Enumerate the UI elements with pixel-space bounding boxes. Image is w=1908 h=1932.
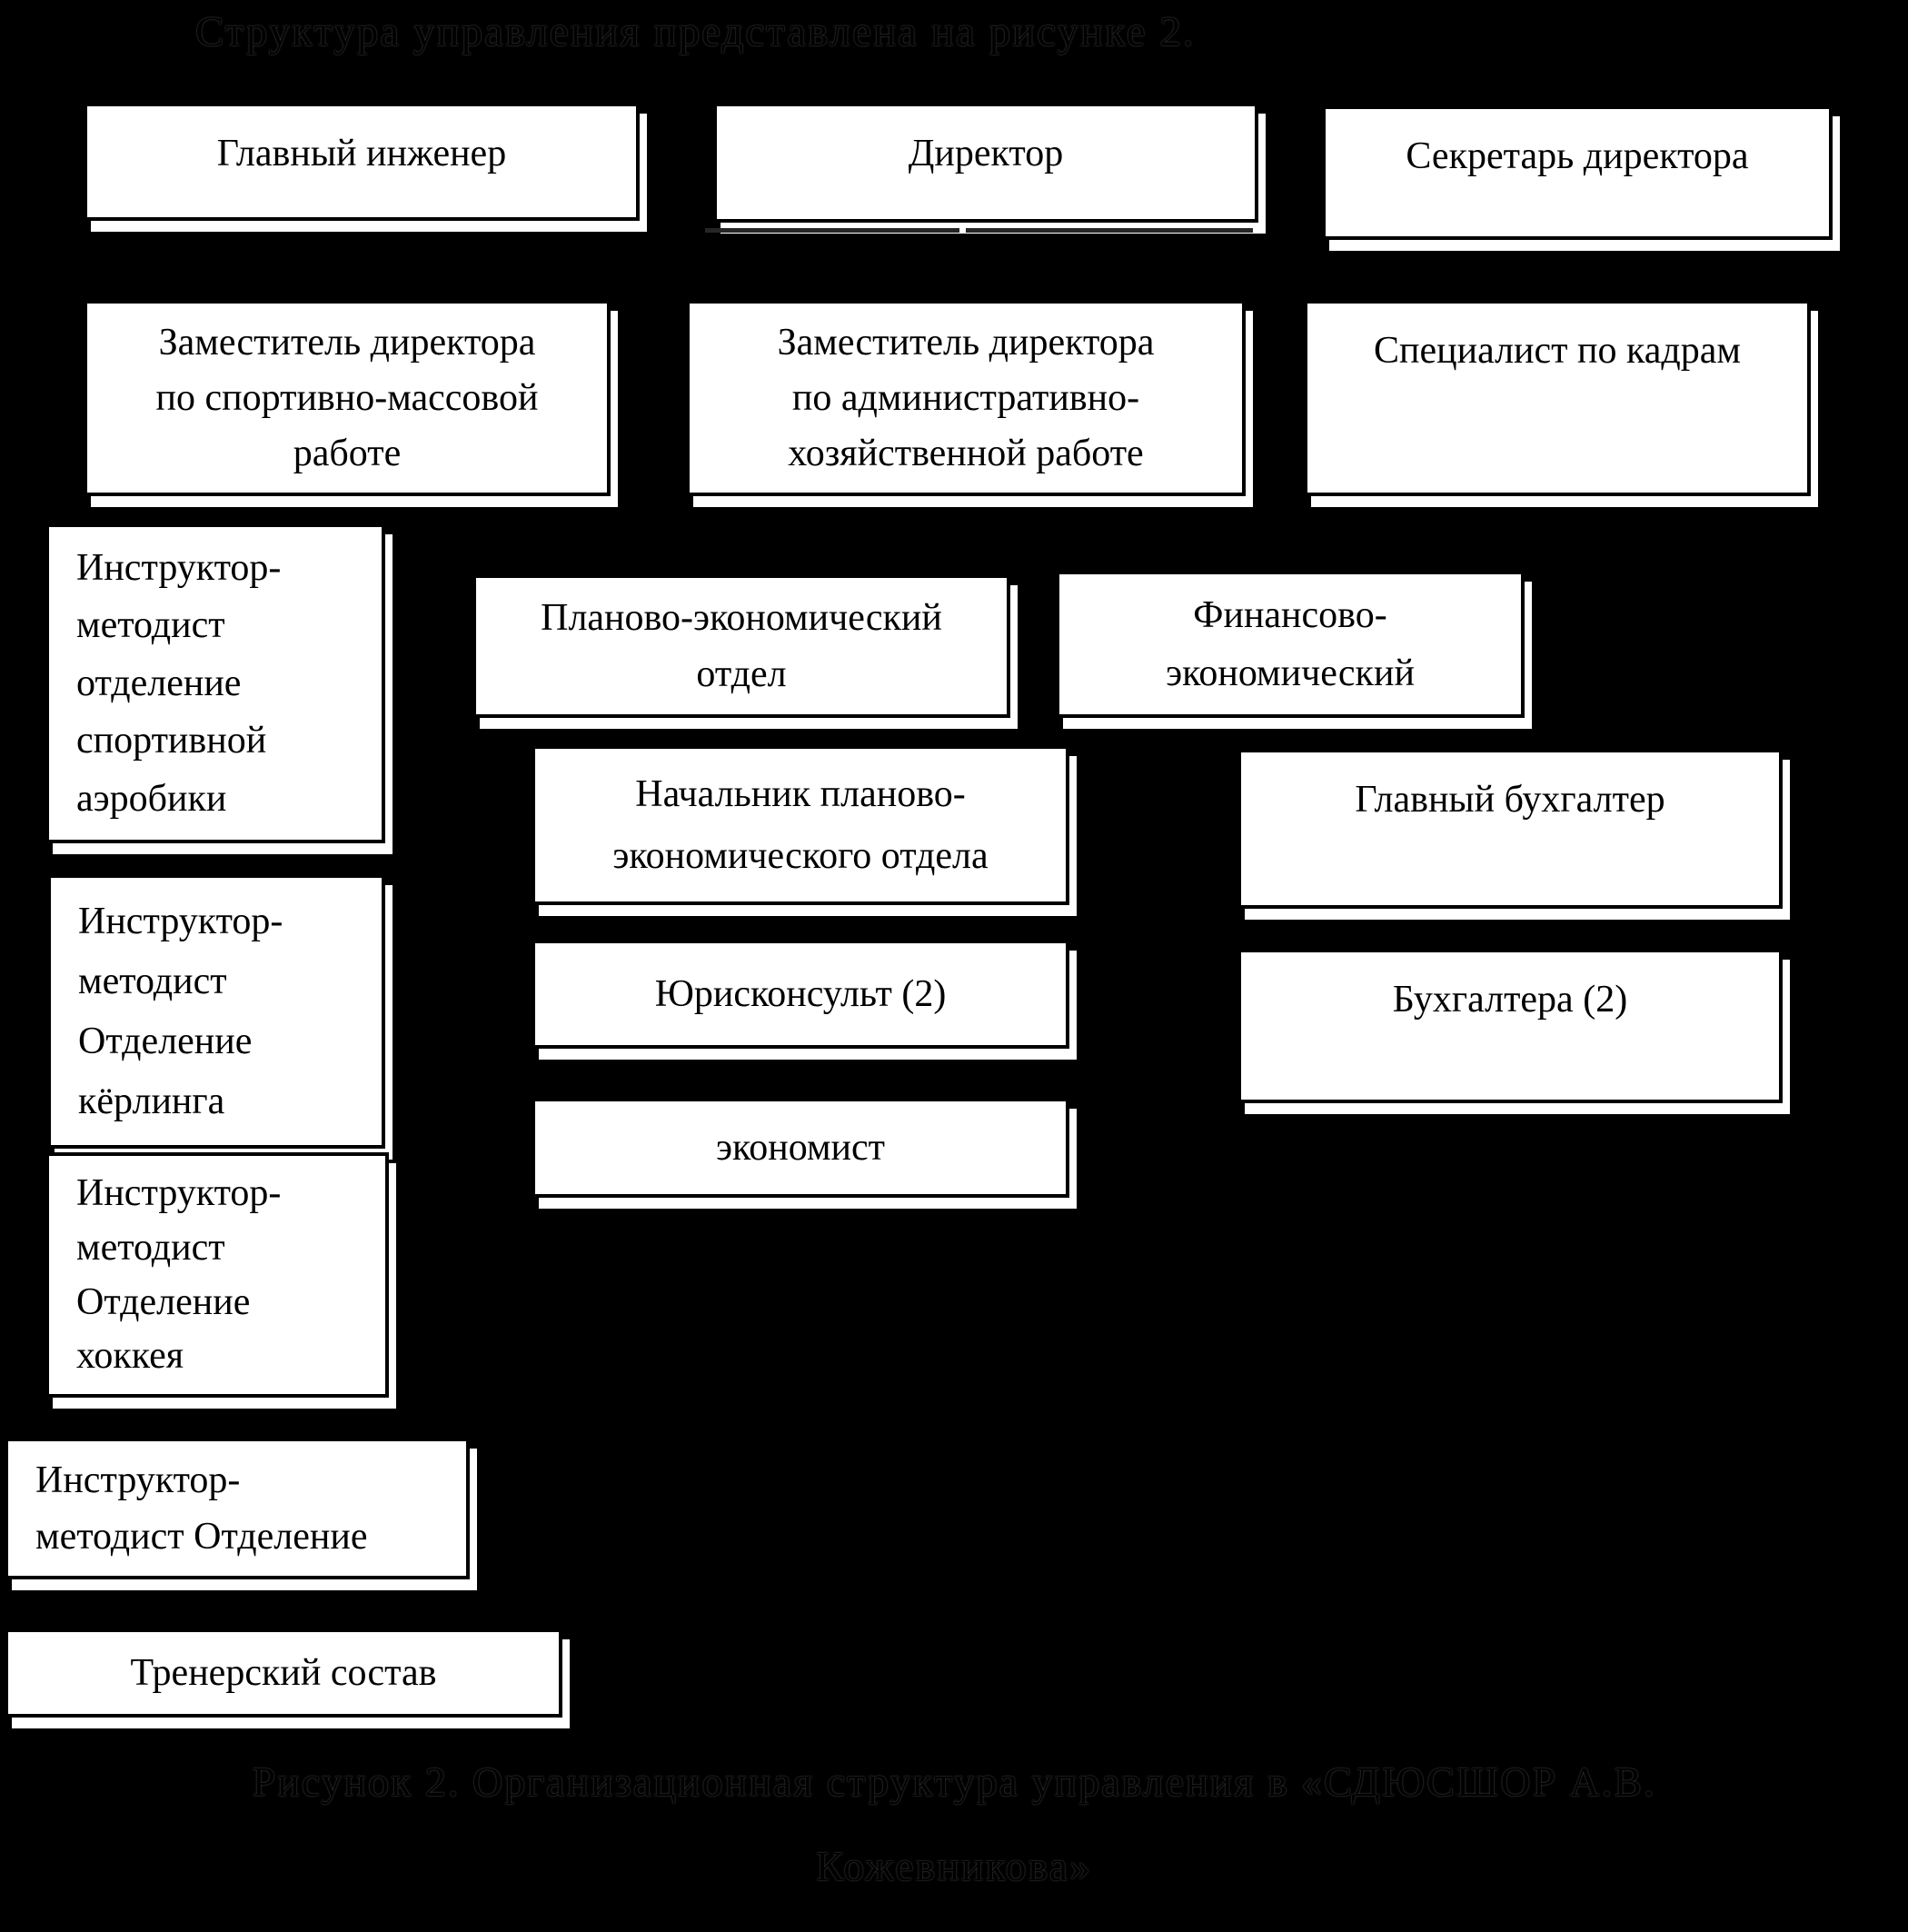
- org-box-label-line: Отделение: [78, 1020, 253, 1062]
- figure-caption-line-2: Кожевникова»: [815, 1843, 1093, 1889]
- org-box-label-line: хоккея: [76, 1335, 184, 1378]
- org-box-label-line: Инструктор-: [35, 1459, 241, 1501]
- org-box-label-line: Инструктор-: [76, 1172, 282, 1215]
- org-box-label: Секретарь директора: [1406, 135, 1749, 177]
- org-box-deputy-director-sports: [84, 300, 611, 496]
- org-box-legal-counsel: [532, 940, 1069, 1049]
- org-box-label-line: кёрлинга: [78, 1080, 225, 1122]
- org-box-label-line: отдел: [696, 652, 787, 695]
- org-box-chief-accountant: [1237, 749, 1783, 909]
- org-box-label-line: экономический: [1166, 652, 1415, 694]
- org-box-label: Бухгалтера (2): [1392, 979, 1628, 1021]
- org-box-label-line: Планово-экономический: [541, 596, 942, 639]
- org-box-label-line: работе: [293, 432, 402, 474]
- org-box-label-line: экономического отдела: [612, 834, 989, 877]
- org-box-label: Главный инженер: [216, 133, 507, 174]
- org-box-label-line: Инструктор-: [78, 900, 283, 942]
- org-box-hr-specialist: [1304, 300, 1811, 496]
- org-box-label-line: методист Отделение: [35, 1515, 368, 1558]
- org-box-label-line: Заместитель директора: [777, 321, 1155, 363]
- org-box-label: экономист: [715, 1126, 886, 1169]
- org-box-label-line: Финансово-: [1193, 594, 1387, 636]
- org-box-label-line: спортивной: [76, 720, 267, 762]
- org-box-director-secretary: [1322, 105, 1833, 240]
- org-box-label-line: методист: [78, 960, 227, 1002]
- org-box-label-line: Инструктор-: [76, 546, 282, 589]
- org-box-instructor-aerobics: [45, 523, 385, 843]
- org-box-instructor-curling: [47, 874, 385, 1149]
- org-box-label-line: методист: [76, 604, 225, 647]
- org-box-instructor-department: [5, 1438, 470, 1579]
- org-box-deputy-director-admin: [686, 300, 1246, 496]
- org-box-label: Главный бухгалтер: [1355, 779, 1665, 821]
- org-box-label-line: отделение: [76, 662, 242, 704]
- org-box-coaching-staff: [5, 1628, 562, 1718]
- org-box-label: Тренерский состав: [130, 1651, 437, 1694]
- org-box-chief-engineer: [84, 103, 640, 221]
- org-box-instructor-hockey: [45, 1152, 389, 1398]
- figure-caption-line-1: Рисунок 2. Организационная структура управления в «СДЮСШОР А.В.: [252, 1758, 1656, 1805]
- org-box-planning-economic-dept: [472, 574, 1010, 718]
- org-box-head-planning-dept: [532, 745, 1069, 905]
- org-box-label-line: по административно-: [791, 376, 1140, 419]
- org-box-accountants: [1237, 949, 1783, 1103]
- intro-sentence: Структура управления представлена на рисунке 2.: [195, 8, 1196, 55]
- org-box-label-line: методист: [76, 1226, 225, 1269]
- org-box-label-line: аэробики: [76, 777, 227, 820]
- org-box-label-line: по спортивно-массовой: [155, 376, 539, 419]
- org-box-financial-economic: [1056, 571, 1525, 718]
- org-box-director: [713, 103, 1258, 223]
- org-box-label-line: Начальник планово-: [635, 772, 966, 815]
- org-box-label: Юрисконсульт (2): [654, 972, 947, 1015]
- org-box-label-line: Отделение: [76, 1280, 251, 1323]
- connector-line-right: [966, 228, 1253, 233]
- org-box-label: Специалист по кадрам: [1373, 330, 1741, 372]
- org-box-label-line: хозяйственной работе: [788, 432, 1144, 474]
- org-box-label: Директор: [908, 133, 1064, 174]
- org-box-economist: [532, 1098, 1069, 1198]
- connector-line-left: [705, 228, 959, 233]
- org-box-label-line: Заместитель директора: [158, 321, 536, 363]
- figure-caption: [0, 1758, 1908, 1927]
